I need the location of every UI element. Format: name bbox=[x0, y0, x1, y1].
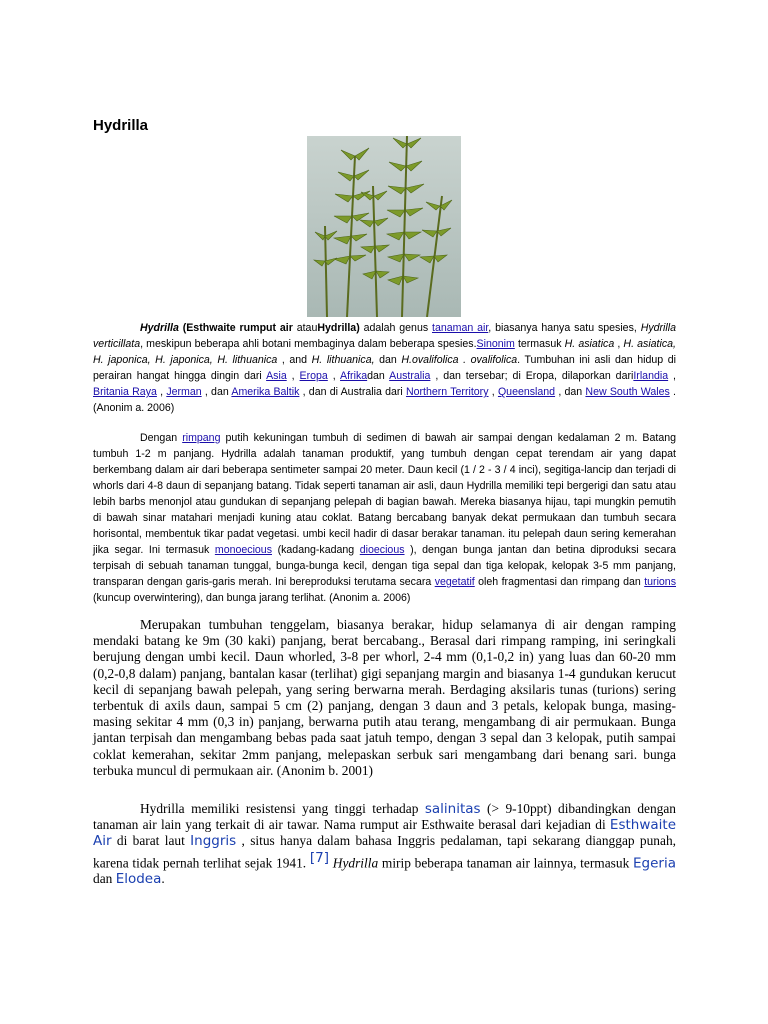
link-amerika-baltik[interactable]: Amerika Baltik bbox=[231, 386, 300, 398]
link-britania-raya[interactable]: Britania Raya bbox=[93, 386, 157, 398]
link-monoecious[interactable]: monoecious bbox=[214, 544, 272, 556]
genus-name: Hydrilla bbox=[140, 322, 179, 334]
page-title: Hydrilla bbox=[93, 117, 149, 134]
link-inggris[interactable]: Inggris bbox=[190, 833, 237, 850]
link-queensland[interactable]: Queensland bbox=[497, 386, 556, 398]
link-vegetatif[interactable]: vegetatif bbox=[434, 576, 475, 588]
link-northern-territory[interactable]: Northern Territory bbox=[405, 386, 489, 398]
link-jerman[interactable]: Jerman bbox=[166, 386, 202, 398]
link-irlandia[interactable]: Irlandia bbox=[633, 370, 669, 382]
paragraph-intro: Hydrilla (Esthwaite rumput air atauHydrilla) adalah genus tanaman air, biasanya hanya satu spesies, Hydrilla verticillata, meskipun beberapa ahli botani membaginya dalam beberapa spesies.Sinonim termasuk H. asiatica , H. asiatica, H. japonica, H. japonica, H. lithuanica , and H. lithuanica, dan H.ovalifolica . ovalifolica. Tumbuhan ini asli dan hidup di perairan hangat hingga dingin dari Asia , Eropa , Afrikadan Australia , dan tersebar; di Eropa, dilaporkan dariIrlandia , Britania Raya , Jerman , dan Amerika Baltik , dan di Australia dari Northern Territory , Queensland , dan New South Wales . (Anonim a. 2006) bbox=[93, 322, 677, 414]
link-new-south-wales[interactable]: New South Wales bbox=[585, 386, 670, 398]
link-elodea[interactable]: Elodea bbox=[115, 871, 162, 888]
hydrilla-plant-photo bbox=[307, 136, 461, 317]
link-asia[interactable]: Asia bbox=[266, 370, 287, 382]
link-egeria[interactable]: Egeria bbox=[633, 855, 676, 872]
paragraph-salinity: Hydrilla memiliki resistensi yang tinggi terhadap salinitas (> 9-10ppt) dibandingkan dengan tanaman air lain yang terkait di air tawar. Nama rumput air Esthwaite berasal dari kejadian di Esthwaite Air di barat laut Inggris , situs hanya dalam bahasa Inggris pedalaman, tapi sekarang dianggap punah, karena tidak pernah terlihat sejak 1941. [7] Hydrilla mirip beberapa tanaman air lainnya, termasuk Egeria dan Elodea. bbox=[93, 801, 676, 888]
link-eropa[interactable]: Eropa bbox=[299, 370, 328, 382]
link-turions[interactable]: turions bbox=[644, 576, 676, 588]
link-sinonim[interactable]: Sinonim bbox=[476, 338, 515, 350]
citation-link-7[interactable]: [7] bbox=[309, 849, 330, 866]
link-tanaman-air[interactable]: tanaman air bbox=[432, 322, 489, 334]
link-rimpang[interactable]: rimpang bbox=[182, 432, 221, 444]
link-afrika[interactable]: Afrika bbox=[340, 370, 368, 382]
link-australia[interactable]: Australia bbox=[389, 370, 431, 382]
paragraph-description: Dengan rimpang putih kekuningan tumbuh di sedimen di bawah air sampai dengan kedalaman 2 m. Batang tumbuh 1-2 m panjang. Hydrilla adalah tanaman produktif, yang tumbuh dengan cepat terendam air yang dapat berkembang dalam air dari beberapa sentimeter sampai 20 meter. Daun kecil (1 / 2 - 3 / 4 inci), segitiga-lancip dan terjadi di whorls dari 4-8 daun di sepanjang batang. Tidak seperti tanaman air asli, daun Hydrilla memiliki tepi bergerigi dan satu atau lebih barbs menonjol atau gundukan di sepanjang pelepah di bagian bawah. Mereka biasanya hijau, tapi mungkin pemutih di bawah sinar matahari menjadi kuning atau coklat. Batang bercabang banyak dekat permukaan dan tumbuh secara horisontal, membentuk tikar padat vegetasi. umbi kecil hadir di dasar berakar tanaman. itu pelepah daun sering kemerahan jika segar. Ini termasuk monoecious (kadang-kadang dioecious ), dengan bunga jantan dan betina diproduksi secara terpisah di sebuah tanaman tunggal, bunga-bunga kecil, dengan tiga sepal dan tiga kelopak, kelopak 3-5 mm panjang, transparan dengan garis-garis merah. Ini bereproduksi terutama secara vegetatif oleh fragmentasi dan rimpang dan turions (kuncup overwintering), dan bunga jarang terlihat. (Anonim a. 2006) bbox=[93, 432, 676, 604]
link-salinitas[interactable]: salinitas bbox=[424, 801, 481, 817]
paragraph-morphology: Merupakan tumbuhan tenggelam, biasanya berakar, hidup selamanya di air dengan ramping mendaki batang ke 9m (30 kaki) panjang, berat bercabang., Berasal dari rimpang ramping, ini seringkali berujung dengan umbi kecil. Daun whorled, 3-8 per whorl, 2-4 mm (0,1-0,2 in) yang luas dan 60-20 mm (0,2-0,8 dalam) panjang, bantalan kasar (terlihat) gigi sepanjang margin and biasanya 1-4 gundukan kerucut kecil di sepanjang bawah pelepah, yang sering berwarna merah. Berdaging aksilaris tunas (turions) sering terbentuk di axils daun, sampai 5 cm (2) panjang, dengan 3 daun and 3 petals, kelopak bunga, masing-masing sekitar 4 mm (0,3 in) panjang, berwarna putih atau terang, mengambang di air permukaan. Bunga jantan terpisah dan mengambang bebas pada saat jatuh tempo, dengan 3 sepal dan 3 kelopak, putih sampai coklat kemerahan, sekitar 2mm panjang, melepaskan serbuk sari mengambang dari benang sari. bunga terbuka muncul di permukaan air. (Anonim b. 2001) bbox=[93, 617, 676, 778]
link-dioecious[interactable]: dioecious bbox=[359, 544, 405, 556]
link-esthwaite-air[interactable]: Esthwaite Air bbox=[93, 817, 676, 850]
